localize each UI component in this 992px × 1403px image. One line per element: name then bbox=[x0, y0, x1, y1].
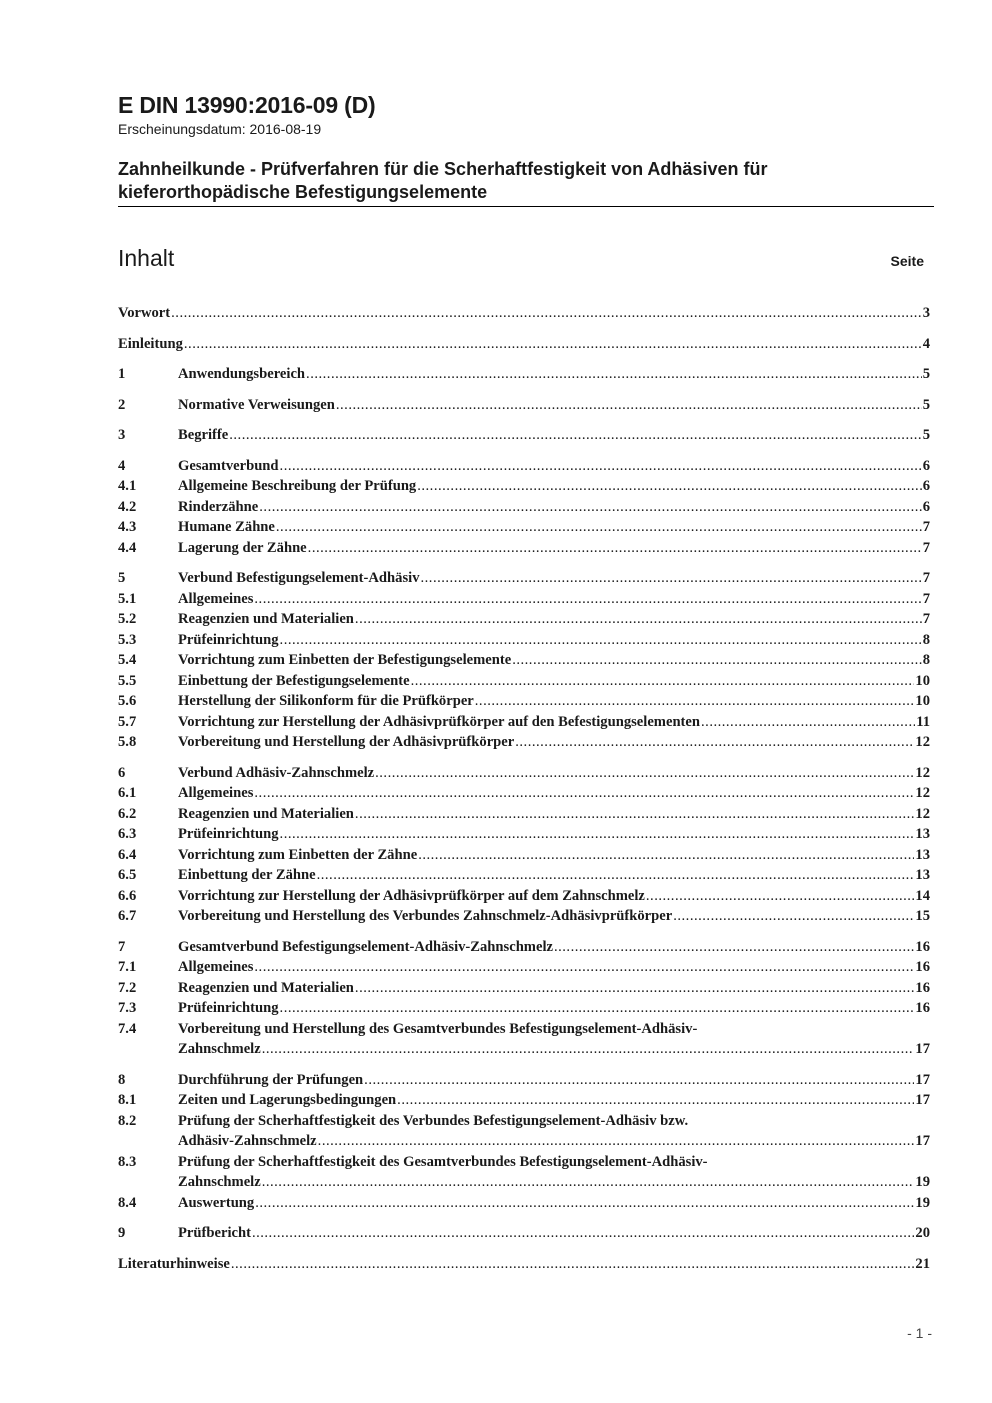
toc-entry-page: 4 bbox=[922, 335, 930, 352]
toc-entry-page: 16 bbox=[915, 959, 930, 975]
toc-entry-page: 5 bbox=[922, 427, 930, 443]
toc-dot-leader bbox=[308, 538, 922, 559]
document-title-line-1: Zahnheilkunde - Prüfverfahren für die Scherhaftfestigkeit von Adhäsiven für bbox=[118, 159, 768, 179]
toc-dot-leader bbox=[411, 671, 915, 692]
toc-dot-leader bbox=[554, 937, 914, 958]
toc-dot-leader bbox=[280, 630, 922, 651]
toc-entry-title: Allgemeines bbox=[178, 959, 254, 975]
toc-entry-title: Literaturhinweise bbox=[118, 1255, 230, 1272]
toc-entry[interactable] bbox=[118, 783, 930, 804]
toc-entry-title: Prüfung der Scherhaftfestigkeit des Verbundes Befestigungselement-Adhäsiv bzw. bbox=[178, 1112, 689, 1129]
toc-entry-number: 8.2 bbox=[118, 1112, 137, 1129]
toc-dot-leader bbox=[280, 456, 922, 477]
toc-entry[interactable] bbox=[118, 425, 930, 446]
toc-entry-title: Prüfeinrichtung bbox=[178, 826, 279, 842]
toc-entry[interactable] bbox=[118, 998, 930, 1019]
toc-entry-number: 5.1 bbox=[118, 590, 137, 607]
toc-entry-number: 5.2 bbox=[118, 611, 137, 627]
toc-entry-title: Vorwort bbox=[118, 305, 171, 321]
toc-entry-page: 16 bbox=[915, 979, 930, 996]
toc-dot-leader bbox=[336, 395, 922, 416]
toc-dot-leader bbox=[646, 886, 915, 907]
toc-dot-leader bbox=[355, 609, 922, 630]
toc-entry[interactable] bbox=[118, 303, 930, 324]
toc-entry-number: 4.1 bbox=[118, 478, 137, 494]
toc-dot-leader bbox=[171, 303, 922, 324]
toc-dot-leader bbox=[418, 845, 914, 866]
toc-dot-leader bbox=[254, 957, 914, 978]
toc-dot-leader bbox=[364, 1070, 914, 1091]
toc-entry-page: 7 bbox=[922, 539, 930, 556]
toc-entry[interactable] bbox=[118, 1193, 930, 1214]
toc-entry-title: Prüfbericht bbox=[178, 1225, 251, 1241]
toc-entry-title: Allgemeines bbox=[178, 785, 254, 801]
toc-entry-number: 8 bbox=[118, 1071, 126, 1088]
document-id: E DIN 13990:2016-09 (D) bbox=[118, 92, 376, 118]
toc-entry-title: Vorrichtung zur Herstellung der Adhäsivprüfkörper auf den Befestigungselementen bbox=[178, 713, 701, 730]
toc-entry[interactable] bbox=[118, 824, 930, 845]
toc-entry[interactable] bbox=[118, 671, 930, 692]
toc-entry[interactable] bbox=[118, 1254, 930, 1275]
toc-entry-title: Herstellung der Silikonform für die Prüfkörper bbox=[178, 693, 474, 709]
toc-entry[interactable] bbox=[118, 395, 930, 416]
toc-entry-page: 15 bbox=[915, 908, 930, 924]
toc-entry[interactable] bbox=[118, 937, 930, 958]
toc-dot-leader bbox=[229, 425, 921, 446]
toc-entry-number: 7.1 bbox=[118, 959, 137, 975]
toc-entry-title: Prüfeinrichtung bbox=[178, 1000, 279, 1016]
toc-entry[interactable] bbox=[118, 886, 930, 907]
toc-entry-title: Einleitung bbox=[118, 335, 183, 352]
toc-entry-page: 6 bbox=[922, 498, 930, 515]
toc-entry-title: Reagenzien und Materialien bbox=[178, 805, 354, 822]
toc-entry-number: 8.3 bbox=[118, 1153, 137, 1170]
toc-entry-title: Gesamtverbund bbox=[178, 457, 279, 474]
toc-entry-page: 8 bbox=[922, 652, 930, 668]
toc-entry-number: 6.1 bbox=[118, 785, 137, 801]
toc-entry[interactable] bbox=[118, 804, 930, 825]
toc-dot-leader bbox=[252, 1223, 914, 1244]
toc-entry-title-continued: Zahnschmelz bbox=[178, 1174, 261, 1190]
toc-entry-page: 7 bbox=[922, 519, 930, 535]
toc-entry[interactable] bbox=[118, 712, 930, 733]
toc-entry-page: 20 bbox=[915, 1225, 930, 1241]
toc-entry-title: Verbund Befestigungselement-Adhäsiv bbox=[178, 570, 420, 586]
toc-entry-title: Durchführung der Prüfungen bbox=[178, 1071, 364, 1088]
page-column-label: Seite bbox=[890, 253, 924, 269]
toc-dot-leader bbox=[262, 1172, 915, 1193]
toc-dot-leader bbox=[355, 804, 914, 825]
toc-entry[interactable] bbox=[118, 1223, 930, 1244]
toc-entry-title: Zeiten und Lagerungsbedingungen bbox=[178, 1092, 397, 1108]
toc-entry-title: Reagenzien und Materialien bbox=[178, 611, 354, 627]
toc-entry[interactable] bbox=[118, 1111, 930, 1152]
toc-entry-number: 6.6 bbox=[118, 887, 137, 904]
toc-dot-leader bbox=[317, 865, 915, 886]
toc-entry-number: 2 bbox=[118, 396, 126, 413]
toc-dot-leader bbox=[318, 1131, 915, 1152]
toc-entry-title: Humane Zähne bbox=[178, 519, 275, 535]
toc-entry-page: 13 bbox=[915, 846, 930, 863]
toc-entry-page: 11 bbox=[916, 713, 930, 730]
toc-dot-leader bbox=[421, 568, 922, 589]
toc-entry-page: 16 bbox=[915, 1000, 930, 1016]
toc-entry-title: Lagerung der Zähne bbox=[178, 539, 307, 556]
toc-entry-number: 4.3 bbox=[118, 519, 137, 535]
toc-entry-number: 8.4 bbox=[118, 1194, 137, 1211]
toc-entry-page: 8 bbox=[922, 631, 930, 648]
toc-entry[interactable] bbox=[118, 538, 930, 559]
toc-entry-number: 5 bbox=[118, 570, 126, 586]
toc-entry-page: 10 bbox=[915, 672, 930, 689]
toc-entry-number: 6.7 bbox=[118, 908, 137, 924]
toc-entry-title: Gesamtverbund Befestigungselement-Adhäsiv-Zahnschmelz bbox=[178, 938, 553, 955]
toc-entry[interactable] bbox=[118, 456, 930, 477]
toc-entry-page: 12 bbox=[915, 734, 930, 750]
toc-dot-leader bbox=[231, 1254, 915, 1275]
toc-entry[interactable] bbox=[118, 568, 930, 589]
toc-entry-title: Verbund Adhäsiv-Zahnschmelz bbox=[178, 764, 375, 781]
toc-entry-number: 5.3 bbox=[118, 631, 137, 648]
document-title-line-2: kieferorthopädische Befestigungselemente bbox=[118, 182, 488, 202]
toc-entry-number: 5.4 bbox=[118, 652, 137, 668]
toc-entry-number: 3 bbox=[118, 427, 126, 443]
toc-entry-number: 6.5 bbox=[118, 867, 137, 883]
toc-entry-number: 5.6 bbox=[118, 693, 137, 709]
toc-dot-leader bbox=[280, 824, 915, 845]
toc-dot-leader bbox=[355, 978, 914, 999]
toc-entry-title: Prüfung der Scherhaftfestigkeit des Gesamtverbundes Befestigungselement-Adhäsiv- bbox=[178, 1153, 708, 1170]
toc-dot-leader bbox=[515, 732, 914, 753]
toc-entry-page: 12 bbox=[915, 805, 930, 822]
toc-entry-page: 17 bbox=[915, 1041, 930, 1057]
toc-entry-page: 6 bbox=[922, 478, 930, 494]
toc-entry-number: 6.2 bbox=[118, 805, 137, 822]
toc-dot-leader bbox=[673, 906, 914, 927]
toc-entry[interactable] bbox=[118, 763, 930, 784]
toc-entry[interactable] bbox=[118, 732, 930, 753]
publication-date: Erscheinungsdatum: 2016-08-19 bbox=[118, 121, 322, 137]
toc-dot-leader bbox=[259, 497, 921, 518]
toc-entry-title: Allgemeines bbox=[178, 590, 254, 607]
toc-dot-leader bbox=[280, 998, 915, 1019]
toc-dot-leader bbox=[375, 763, 914, 784]
toc-entry[interactable] bbox=[118, 1070, 930, 1091]
toc-dot-leader bbox=[262, 1039, 915, 1060]
page-number: - 1 - bbox=[907, 1325, 932, 1341]
toc-entry-number: 7.2 bbox=[118, 979, 137, 996]
toc-entry[interactable] bbox=[118, 845, 930, 866]
toc-entry-page: 14 bbox=[915, 887, 930, 904]
toc-entry-page: 7 bbox=[922, 590, 930, 607]
toc-entry-number: 9 bbox=[118, 1225, 126, 1241]
toc-entry-number: 5.7 bbox=[118, 713, 137, 730]
toc-dot-leader bbox=[417, 476, 921, 497]
toc-entry-number: 4.4 bbox=[118, 539, 137, 556]
toc-dot-leader bbox=[254, 783, 914, 804]
toc-dot-leader bbox=[701, 712, 915, 733]
toc-entry-page: 17 bbox=[915, 1071, 930, 1088]
toc-entry-title: Vorbereitung und Herstellung der Adhäsivprüfkörper bbox=[178, 734, 515, 750]
toc-entry-title: Vorbereitung und Herstellung des Gesamtverbundes Befestigungselement-Adhäsiv- bbox=[178, 1020, 698, 1037]
toc-entry-page: 12 bbox=[915, 764, 930, 781]
toc-entry-number: 6 bbox=[118, 764, 126, 781]
toc-entry[interactable] bbox=[118, 517, 930, 538]
toc-entry-title: Anwendungsbereich bbox=[178, 366, 306, 382]
toc-entry[interactable] bbox=[118, 364, 930, 385]
toc-entry-title: Rinderzähne bbox=[178, 498, 259, 515]
toc-entry-number: 5.8 bbox=[118, 734, 137, 750]
toc-entry-page: 21 bbox=[915, 1255, 930, 1272]
toc-entry[interactable] bbox=[118, 906, 930, 927]
toc-entry-page: 12 bbox=[915, 785, 930, 801]
toc-dot-leader bbox=[254, 589, 921, 610]
toc-dot-leader bbox=[475, 691, 915, 712]
toc-entry-title: Vorrichtung zum Einbetten der Befestigungselemente bbox=[178, 652, 512, 668]
toc-entry-title: Vorrichtung zum Einbetten der Zähne bbox=[178, 846, 418, 863]
toc-entry-number: 4.2 bbox=[118, 498, 137, 515]
toc-entry-title: Vorrichtung zur Herstellung der Adhäsivprüfkörper auf dem Zahnschmelz bbox=[178, 887, 645, 904]
toc-entry-title: Vorbereitung und Herstellung des Verbundes Zahnschmelz-Adhäsivprüfkörper bbox=[178, 908, 673, 924]
toc-entry-number: 4 bbox=[118, 457, 126, 474]
toc-entry[interactable] bbox=[118, 978, 930, 999]
document-title bbox=[118, 158, 934, 204]
toc-dot-leader bbox=[255, 1193, 914, 1214]
toc-entry-number: 6.4 bbox=[118, 846, 137, 863]
toc-dot-leader bbox=[512, 650, 922, 671]
toc-entry-number: 8.1 bbox=[118, 1092, 137, 1108]
toc-entry[interactable] bbox=[118, 497, 930, 518]
toc-entry[interactable] bbox=[118, 650, 930, 671]
toc-entry[interactable] bbox=[118, 691, 930, 712]
toc-entry[interactable] bbox=[118, 609, 930, 630]
toc-entry[interactable] bbox=[118, 1152, 930, 1193]
toc-entry[interactable] bbox=[118, 334, 930, 355]
toc-entry-number: 7.3 bbox=[118, 1000, 137, 1016]
toc-entry-title: Normative Verweisungen bbox=[178, 396, 335, 413]
toc-entry-number: 1 bbox=[118, 366, 126, 382]
toc-entry-page: 6 bbox=[922, 457, 930, 474]
toc-entry[interactable] bbox=[118, 865, 930, 886]
toc-entry-number: 7 bbox=[118, 938, 126, 955]
toc-entry-page: 3 bbox=[922, 305, 930, 321]
toc-entry-title-continued: Adhäsiv-Zahnschmelz bbox=[178, 1133, 317, 1149]
toc-entry-title: Prüfeinrichtung bbox=[178, 631, 279, 648]
toc-dot-leader bbox=[397, 1090, 914, 1111]
toc-entry-page: 7 bbox=[922, 611, 930, 627]
toc-entry-page: 10 bbox=[915, 693, 930, 709]
title-divider bbox=[118, 206, 934, 207]
toc-entry[interactable] bbox=[118, 630, 930, 651]
toc-entry-page: 17 bbox=[915, 1133, 930, 1149]
toc-entry[interactable] bbox=[118, 589, 930, 610]
toc-entry-title: Allgemeine Beschreibung der Prüfung bbox=[178, 478, 417, 494]
toc-entry[interactable] bbox=[118, 957, 930, 978]
toc-entry-page: 7 bbox=[922, 570, 930, 586]
toc-entry-page: 16 bbox=[915, 938, 930, 955]
toc-dot-leader bbox=[184, 334, 922, 355]
table-of-contents bbox=[118, 303, 930, 1274]
toc-entry[interactable] bbox=[118, 1019, 930, 1060]
toc-entry-title: Einbettung der Befestigungselemente bbox=[178, 672, 410, 689]
toc-dot-leader bbox=[306, 364, 922, 385]
toc-entry-number: 7.4 bbox=[118, 1020, 137, 1037]
toc-entry-page: 17 bbox=[915, 1092, 930, 1108]
toc-entry-title: Begriffe bbox=[178, 427, 229, 443]
toc-dot-leader bbox=[276, 517, 922, 538]
toc-entry-page: 13 bbox=[915, 867, 930, 883]
toc-entry-page: 13 bbox=[915, 826, 930, 842]
toc-entry-page: 19 bbox=[915, 1174, 930, 1190]
toc-entry-title: Reagenzien und Materialien bbox=[178, 979, 354, 996]
toc-entry-page: 19 bbox=[915, 1194, 930, 1211]
toc-entry-page: 5 bbox=[922, 396, 930, 413]
toc-entry-number: 5.5 bbox=[118, 672, 137, 689]
toc-entry-page: 5 bbox=[922, 366, 930, 382]
toc-entry[interactable] bbox=[118, 476, 930, 497]
toc-entry-title-continued: Zahnschmelz bbox=[178, 1041, 261, 1057]
toc-heading: Inhalt bbox=[118, 245, 175, 271]
toc-entry[interactable] bbox=[118, 1090, 930, 1111]
toc-entry-number: 6.3 bbox=[118, 826, 137, 842]
toc-entry-title: Auswertung bbox=[178, 1194, 255, 1211]
toc-entry-title: Einbettung der Zähne bbox=[178, 867, 316, 883]
